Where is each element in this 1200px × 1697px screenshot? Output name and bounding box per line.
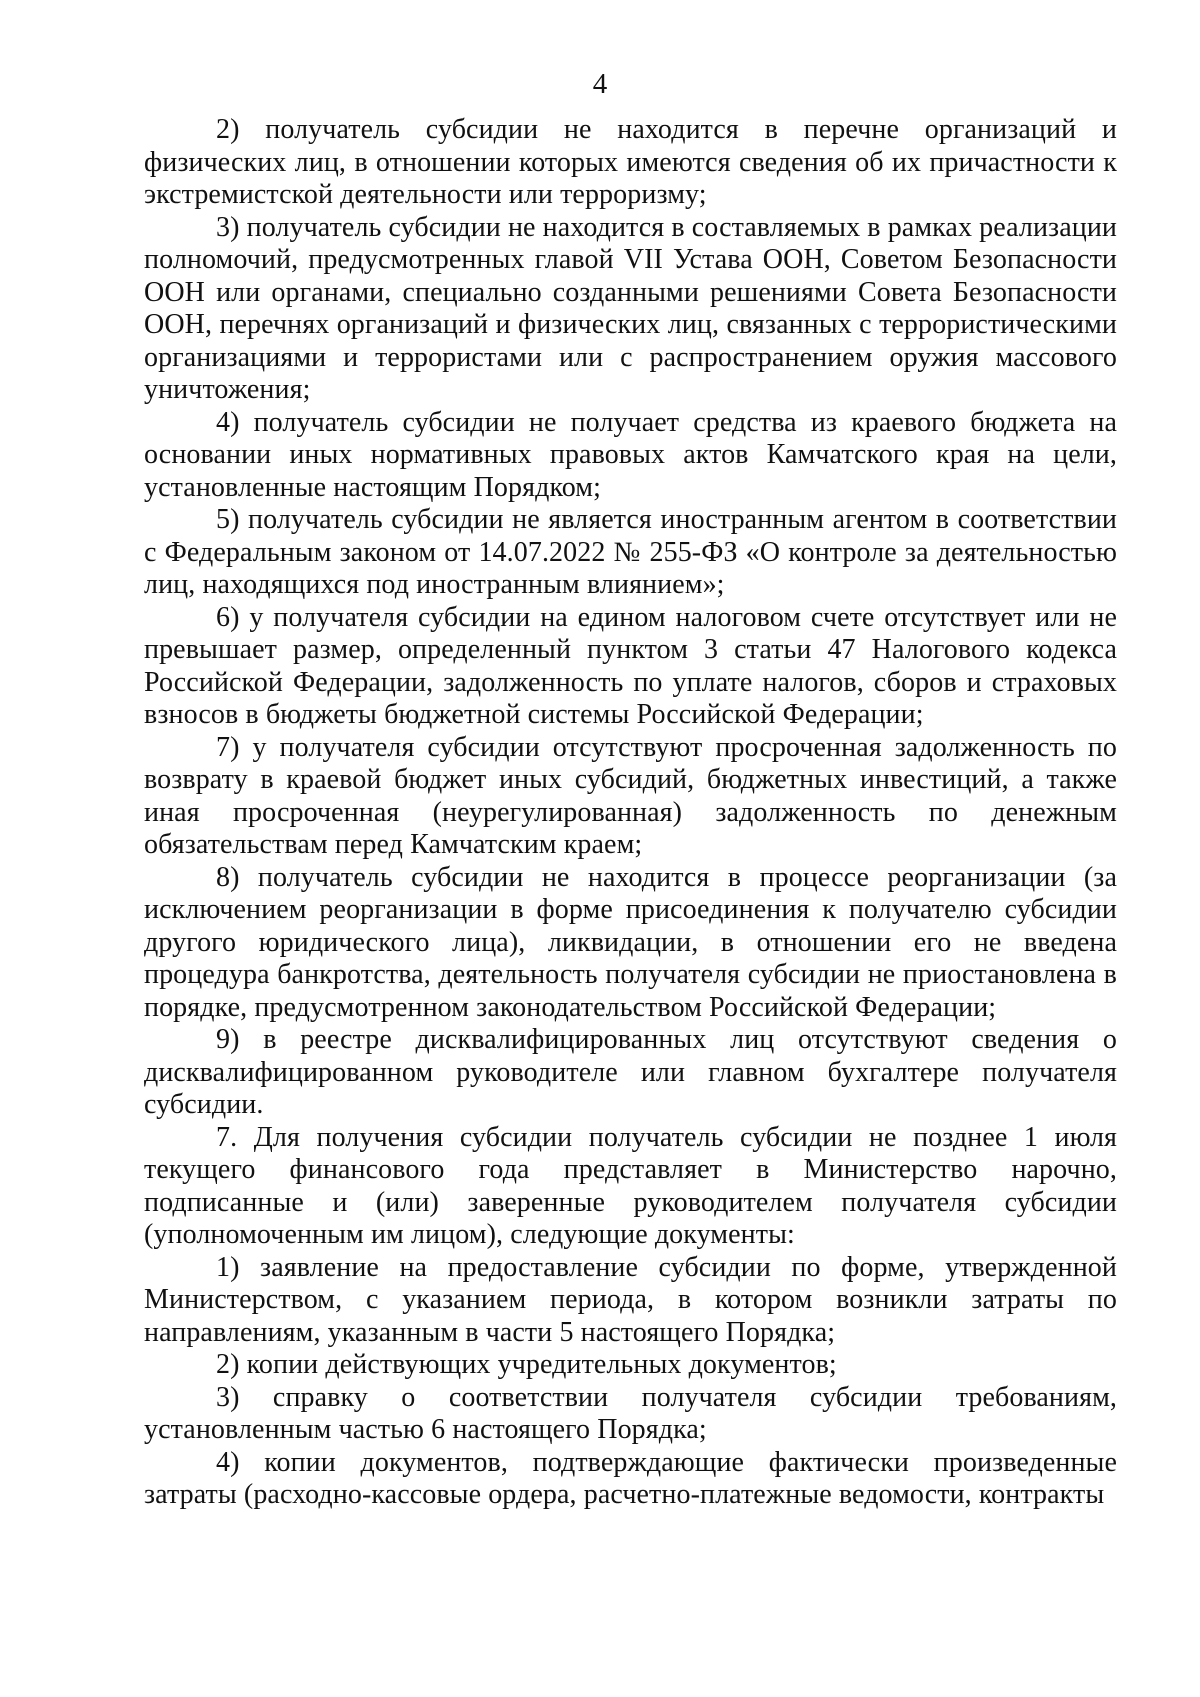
paragraph-document-4: 4) копии документов, подтверждающие фактически произведенные затраты (расходно-кассовые ордера, расчетно-платежные ведомости, контракты [144,1446,1117,1510]
paragraph-section-7: 7. Для получения субсидии получатель субсидии не позднее 1 июля текущего финансового года представляет в Министерство нарочно, подписанные и (или) заверенные руководителем получателя субсидии (уполномоченным им лицом), следующие документы: [144,1121,1117,1250]
paragraph-item-9: 9) в реестре дисквалифицированных лиц отсутствуют сведения о дисквалифицированном руководителе или главном бухгалтере получателя субсидии. [144,1024,1117,1120]
document-body [144,114,1117,1512]
page-number: 4 [592,68,608,100]
paragraph-item-8: 8) получатель субсидии не находится в процессе реорганизации (за исключением реорганизации в форме присоединения к получателю субсидии другого юридического лица), ликвидации, в отношении его не введена процедура банкротства, деятельность получателя субсидии не приостановлена в порядке, предусмотренном законодательством Российской Федерации; [144,861,1117,1023]
paragraph-item-3: 3) получатель субсидии не находится в составляемых в рамках реализации полномочий, предусмотренных главой VII Устава ООН, Советом Безопасности ООН или органами, специально созданными решениями Совета Безопасности ООН, перечнях организаций и физических лиц, связанных с террористическими организациями и террористами или с распространением оружия массового уничтожения; [144,211,1117,405]
paragraph-item-2: 2) получатель субсидии не находится в перечне организаций и физических лиц, в отношении которых имеются сведения об их причастности к экстремистской деятельности или терроризму; [144,114,1117,210]
paragraph-item-5: 5) получатель субсидии не является иностранным агентом в соответствии с Федеральным законом от 14.07.2022 № 255-ФЗ «О контроле за деятельностью лиц, находящихся под иностранным влиянием»; [144,504,1117,600]
paragraph-item-7: 7) у получателя субсидии отсутствуют просроченная задолженность по возврату в краевой бюджет иных субсидий, бюджетных инвестиций, а также иная просроченная (неурегулированная) задолженность по денежным обязательствам перед Камчатским краем; [144,731,1117,860]
paragraph-document-1: 1) заявление на предоставление субсидии по форме, утвержденной Министерством, с указанием периода, в котором возникли затраты по направлениям, указанным в части 5 настоящего Порядка; [144,1251,1117,1348]
paragraph-item-6: 6) у получателя субсидии на едином налоговом счете отсутствует или не превышает размер, определенный пунктом 3 статьи 47 Налогового кодекса Российской Федерации, задолженность по уплате налогов, сборов и страховых взносов в бюджеты бюджетной системы Российской Федерации; [144,601,1117,730]
paragraph-document-2: 2) копии действующих учредительных документов; [216,1349,837,1380]
paragraph-item-4: 4) получатель субсидии не получает средства из краевого бюджета на основании иных нормативных правовых актов Камчатского края на цели, установленные настоящим Порядком; [144,406,1117,503]
paragraph-document-3: 3) справку о соответствии получателя субсидии требованиям, установленным частью 6 настоящего Порядка; [144,1381,1117,1445]
